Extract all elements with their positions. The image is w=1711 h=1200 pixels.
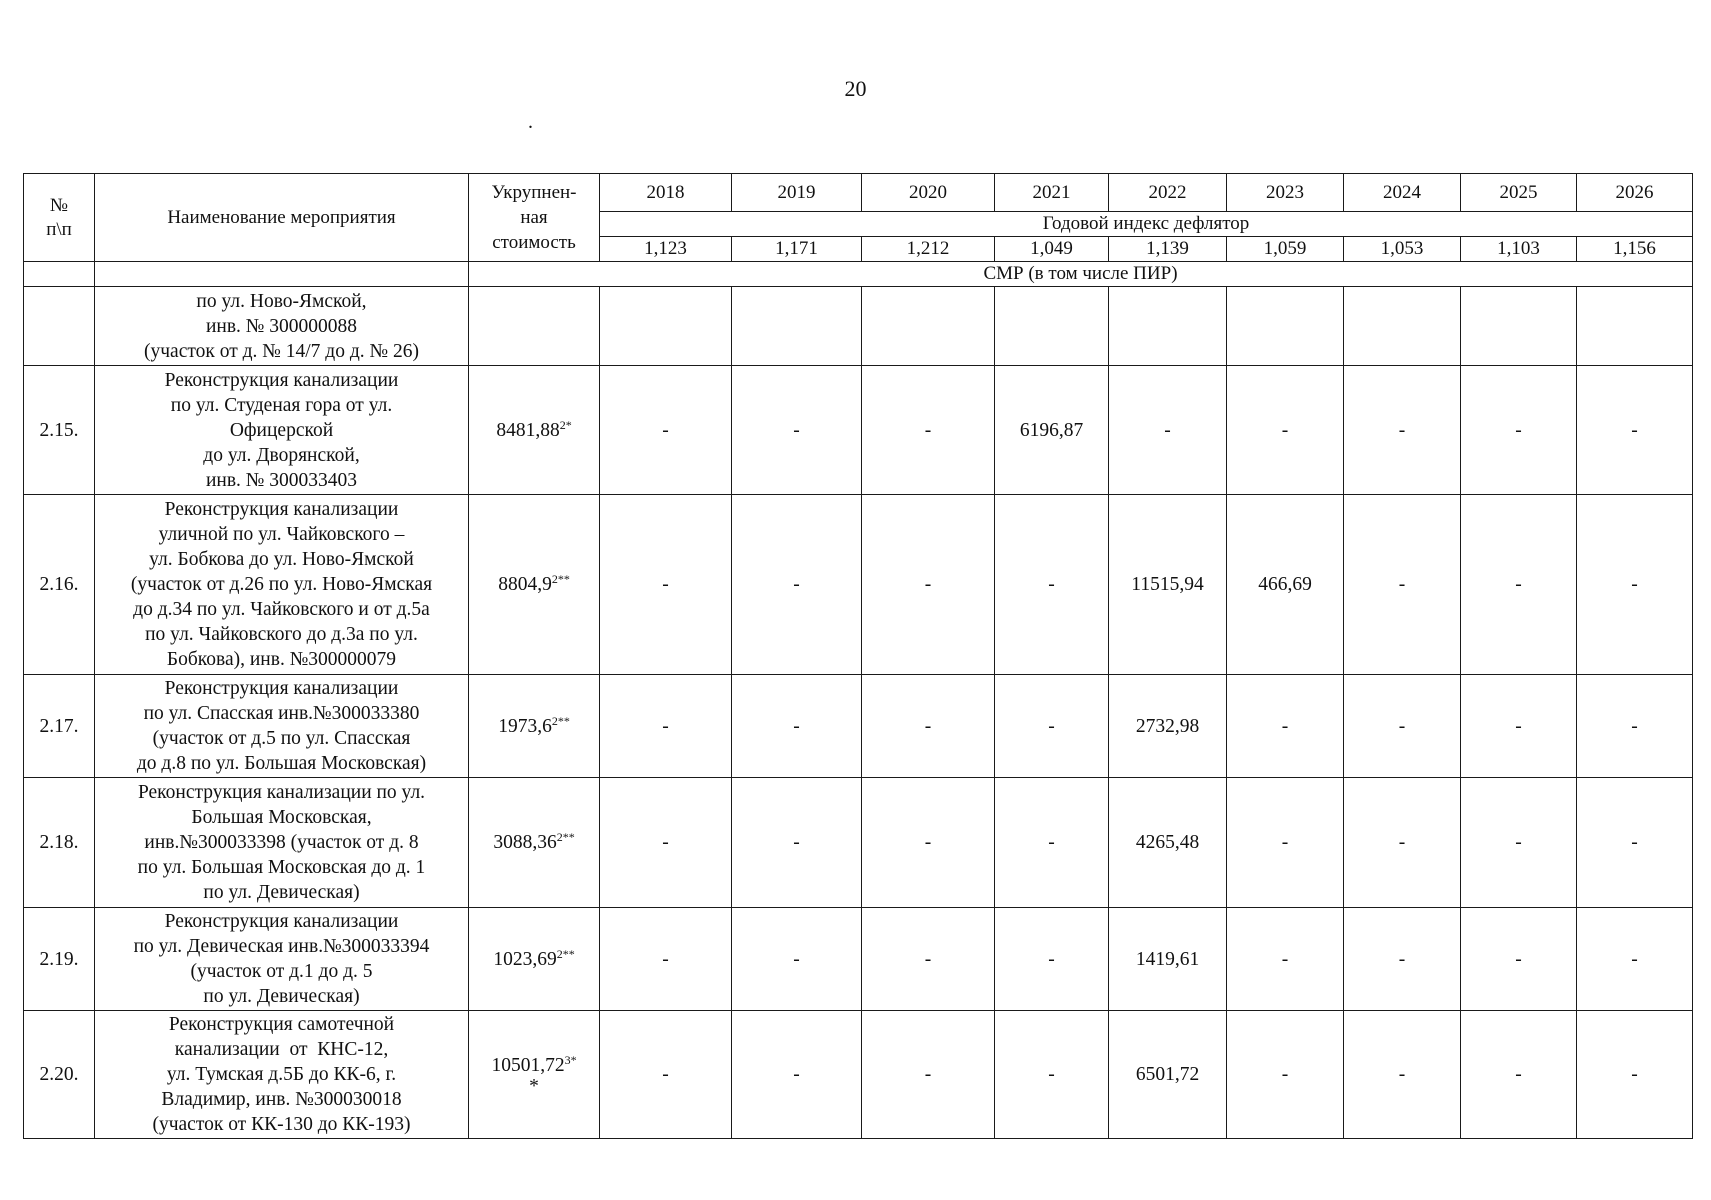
value-cell: - xyxy=(732,1011,862,1139)
value-cell: - xyxy=(995,1011,1109,1139)
value-cell: - xyxy=(1344,675,1461,778)
value-cell: - xyxy=(1344,908,1461,1011)
table-row xyxy=(24,908,1693,1011)
measure-name xyxy=(95,908,469,1011)
year-cell: 2023 xyxy=(1227,174,1344,212)
cost-cell xyxy=(469,908,600,1011)
value-cell: - xyxy=(1461,1011,1577,1139)
measure-name xyxy=(95,778,469,908)
year-cell: 2019 xyxy=(732,174,862,212)
name-line: ул. Тумская д.5Б до КК-6, г. xyxy=(166,1064,397,1085)
deflator-label: Годовой индекс дефлятор xyxy=(600,212,1693,237)
table-row xyxy=(24,366,1693,495)
value-cell: - xyxy=(1461,908,1577,1011)
cost-cell xyxy=(469,778,600,908)
value-cell: - xyxy=(862,366,995,495)
value-cell: - xyxy=(600,366,732,495)
name-line: по ул. Большая Московская до д. 1 xyxy=(137,857,426,878)
value-cell: - xyxy=(1344,366,1461,495)
value-cell: - xyxy=(1461,495,1577,675)
name-line: Реконструкция самотечной xyxy=(168,1014,395,1035)
name-line: Реконструкция канализации xyxy=(164,911,399,932)
value-cell: - xyxy=(1344,778,1461,908)
name-line: до д.8 по ул. Большая Московская) xyxy=(136,753,427,774)
cost-value: 1973,6 xyxy=(498,715,552,737)
name-line: (участок от д. № 14/7 до д. № 26) xyxy=(144,340,419,362)
row-number xyxy=(24,287,95,366)
deflator-cell: 1,156 xyxy=(1577,237,1693,262)
name-line: по ул. Спасская инв.№300033380 xyxy=(143,703,420,724)
blank-cell xyxy=(24,262,95,287)
value-cell xyxy=(1227,287,1344,366)
name-line: по ул. Девическая) xyxy=(203,882,360,903)
name-line: до ул. Дворянской, xyxy=(203,444,360,466)
table-body xyxy=(24,287,1693,1139)
blank-cell xyxy=(95,262,469,287)
name-line: инв.№300033398 (участок от д. 8 xyxy=(144,832,419,853)
name-line: инв. № 300033403 xyxy=(205,469,358,491)
value-cell xyxy=(995,287,1109,366)
value-cell: - xyxy=(862,675,995,778)
value-cell: - xyxy=(1227,1011,1344,1139)
deflator-cell: 1,212 xyxy=(862,237,995,262)
name-line: канализации от КНС-12, xyxy=(174,1039,389,1060)
value-cell: - xyxy=(1577,495,1693,675)
year-cell: 2020 xyxy=(862,174,995,212)
deflator-cell: 1,053 xyxy=(1344,237,1461,262)
table-row xyxy=(24,287,1693,366)
value-cell: 4265,48 xyxy=(1109,778,1227,908)
deflator-cell: 1,123 xyxy=(600,237,732,262)
cost-value: 3088,36 xyxy=(493,832,557,853)
value-cell: - xyxy=(1227,675,1344,778)
measure-name xyxy=(95,366,469,495)
cost-value: 10501,72 xyxy=(491,1055,565,1076)
table-row xyxy=(24,778,1693,908)
deflator-cell: 1,171 xyxy=(732,237,862,262)
value-cell: - xyxy=(1109,366,1227,495)
value-cell: - xyxy=(862,1011,995,1139)
value-cell xyxy=(1344,287,1461,366)
name-line: по ул. Девическая) xyxy=(203,986,360,1007)
name-line: (участок от д.1 до д. 5 xyxy=(190,961,373,982)
value-cell: 466,69 xyxy=(1227,495,1344,675)
table-row xyxy=(24,495,1693,675)
value-cell: - xyxy=(1577,778,1693,908)
value-cell: 6196,87 xyxy=(995,366,1109,495)
year-cell: 2021 xyxy=(995,174,1109,212)
table-row xyxy=(24,675,1693,778)
cost-footnote: 2** xyxy=(556,830,575,844)
name-line: Владимир, инв. №300030018 xyxy=(161,1089,402,1110)
value-cell: - xyxy=(732,366,862,495)
measure-name xyxy=(95,287,469,366)
name-line: Реконструкция канализации xyxy=(164,678,399,699)
value-cell: - xyxy=(1577,908,1693,1011)
cost-cell xyxy=(469,287,600,366)
value-cell: 11515,94 xyxy=(1109,495,1227,675)
name-line: (участок от д.5 по ул. Спасская xyxy=(152,728,411,749)
name-line: (участок от д.26 по ул. Ново-Ямская xyxy=(130,574,433,595)
value-cell: - xyxy=(1344,495,1461,675)
value-cell: - xyxy=(1577,1011,1693,1139)
cost-value: 1023,69 xyxy=(493,948,557,970)
value-cell: - xyxy=(1577,366,1693,495)
cost-footnote: 2* xyxy=(559,417,572,432)
value-cell: - xyxy=(995,908,1109,1011)
value-cell: - xyxy=(600,1011,732,1139)
measure-name xyxy=(95,675,469,778)
year-cell: 2026 xyxy=(1577,174,1693,212)
value-cell: - xyxy=(1227,778,1344,908)
value-cell: - xyxy=(732,908,862,1011)
name-line: Офицерской xyxy=(229,419,334,441)
cost-footnote: 2** xyxy=(556,946,575,961)
table-row xyxy=(24,1011,1693,1139)
value-cell: - xyxy=(1461,366,1577,495)
header-num: № п\п xyxy=(24,174,95,262)
value-cell: - xyxy=(732,778,862,908)
year-cell: 2018 xyxy=(600,174,732,212)
row-number: 2.19. xyxy=(24,908,95,1011)
deflator-cell: 1,049 xyxy=(995,237,1109,262)
page-number: 20 xyxy=(844,76,867,101)
name-line: Реконструкция канализации xyxy=(164,499,399,520)
header-name: Наименование мероприятия xyxy=(95,174,469,262)
value-cell: 6501,72 xyxy=(1109,1011,1227,1139)
deflator-cell: 1,059 xyxy=(1227,237,1344,262)
cost-value: 8804,9 xyxy=(498,574,552,595)
row-number: 2.18. xyxy=(24,778,95,908)
value-cell xyxy=(1461,287,1577,366)
value-cell: - xyxy=(1227,366,1344,495)
value-cell: - xyxy=(995,495,1109,675)
smr-label: СМР (в том числе ПИР) xyxy=(469,262,1693,287)
value-cell: - xyxy=(995,675,1109,778)
value-cell: - xyxy=(1227,908,1344,1011)
deflator-cell: 1,103 xyxy=(1461,237,1577,262)
value-cell: - xyxy=(600,675,732,778)
name-line: по ул. Студеная гора от ул. xyxy=(170,394,393,416)
name-line: до д.34 по ул. Чайковского и от д.5а xyxy=(133,599,430,620)
row-number: 2.16. xyxy=(24,495,95,675)
value-cell: - xyxy=(862,778,995,908)
value-cell: - xyxy=(600,495,732,675)
name-line: Реконструкция канализации xyxy=(164,369,399,391)
row-number: 2.15. xyxy=(24,366,95,495)
value-cell xyxy=(732,287,862,366)
year-cell: 2022 xyxy=(1109,174,1227,212)
cost-cell xyxy=(469,366,600,495)
cost-cell xyxy=(469,495,600,675)
table-header xyxy=(24,174,1693,287)
name-line: инв. № 300000088 xyxy=(205,315,358,337)
budget-table xyxy=(23,173,1693,1139)
name-line: Бобкова), инв. №300000079 xyxy=(166,649,397,670)
cost-footnote: 2** xyxy=(551,713,570,728)
cost-value: 8481,88 xyxy=(496,419,560,441)
row-number: 2.17. xyxy=(24,675,95,778)
value-cell: - xyxy=(862,908,995,1011)
value-cell: - xyxy=(600,778,732,908)
header-cost: Укрупнен-ная стоимость xyxy=(469,174,600,262)
cost-cell xyxy=(469,675,600,778)
name-line: по ул. Чайковского до д.3а по ул. xyxy=(145,624,418,645)
cost-cell xyxy=(469,1011,600,1139)
value-cell xyxy=(862,287,995,366)
name-line: по ул. Ново-Ямской, xyxy=(196,290,367,312)
value-cell: - xyxy=(1577,675,1693,778)
value-cell: - xyxy=(732,495,862,675)
year-cell: 2024 xyxy=(1344,174,1461,212)
name-line: (участок от КК-130 до КК-193) xyxy=(152,1114,411,1135)
cost-footnote: 2** xyxy=(551,572,570,586)
row-number: 2.20. xyxy=(24,1011,95,1139)
value-cell xyxy=(600,287,732,366)
value-cell xyxy=(1109,287,1227,366)
value-cell: - xyxy=(1344,1011,1461,1139)
cost-footnote: 3* xyxy=(564,1053,577,1067)
value-cell: - xyxy=(862,495,995,675)
stray-mark: . xyxy=(528,111,533,133)
value-cell: - xyxy=(1461,778,1577,908)
measure-name xyxy=(95,1011,469,1139)
name-line: уличной по ул. Чайковского – xyxy=(158,524,405,545)
name-line: по ул. Девическая инв.№300033394 xyxy=(133,936,430,957)
value-cell: - xyxy=(732,675,862,778)
deflator-cell: 1,139 xyxy=(1109,237,1227,262)
year-cell: 2025 xyxy=(1461,174,1577,212)
value-cell: - xyxy=(600,908,732,1011)
name-line: Реконструкция канализации по ул. xyxy=(137,782,426,803)
value-cell: - xyxy=(995,778,1109,908)
name-line: Большая Московская, xyxy=(191,807,372,828)
value-cell: 2732,98 xyxy=(1109,675,1227,778)
value-cell: 1419,61 xyxy=(1109,908,1227,1011)
value-cell: - xyxy=(1461,675,1577,778)
value-cell xyxy=(1577,287,1693,366)
measure-name xyxy=(95,495,469,675)
name-line: ул. Бобкова до ул. Ново-Ямской xyxy=(149,549,414,570)
cost-footnote-tail: * xyxy=(529,1076,539,1097)
